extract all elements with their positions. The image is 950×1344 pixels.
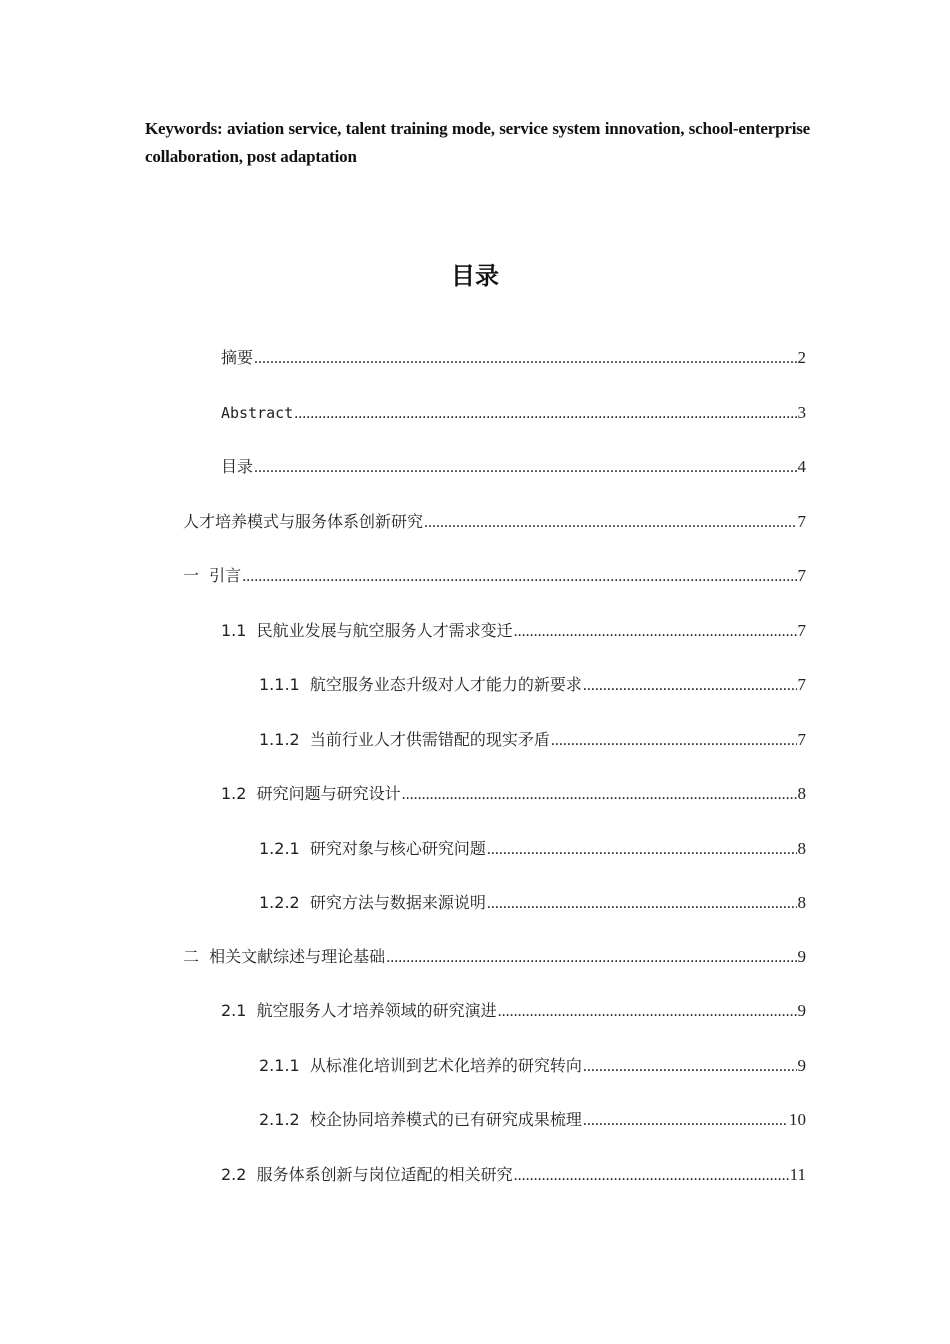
toc-entry-page: 7 — [797, 512, 806, 531]
toc-entry-page: 9 — [797, 1001, 806, 1020]
toc-entry-section-2-1-1[interactable] — [259, 1053, 806, 1079]
toc-entry-label: 二 相关文献综述与理论基础 — [183, 947, 386, 966]
toc-leader-dots — [254, 346, 796, 372]
toc-entry-section-1-2-2[interactable] — [259, 890, 806, 916]
toc-entry-page: 2 — [797, 348, 806, 367]
toc-entry-abstract-en[interactable] — [221, 400, 806, 426]
toc-entry-section-1-1[interactable] — [221, 618, 806, 644]
toc-leader-dots — [498, 999, 797, 1025]
toc-leader-dots — [386, 945, 796, 971]
toc-entry-label: 2.1.1 从标准化培训到艺术化培养的研究转向 — [259, 1056, 582, 1075]
toc-entry-page: 9 — [797, 1056, 806, 1075]
toc-entry-label: 摘要 — [221, 348, 254, 367]
toc-entry-section-1-1-2[interactable] — [259, 727, 806, 753]
toc-entry-label: 2.1.2 校企协同培养模式的已有研究成果梳理 — [259, 1110, 582, 1129]
toc-entry-title[interactable] — [183, 509, 806, 535]
toc-entry-contents[interactable] — [221, 454, 806, 480]
toc-entry-page: 7 — [797, 675, 806, 694]
toc-entry-section-2-1-2[interactable] — [259, 1107, 806, 1133]
toc-entry-abstract-cn[interactable] — [221, 345, 806, 371]
toc-entry-page: 10 — [789, 1110, 806, 1129]
toc-entry-page: 4 — [797, 457, 806, 476]
toc-entry-label: 1.2.2 研究方法与数据来源说明 — [259, 893, 486, 912]
toc-entry-chapter-2[interactable] — [183, 944, 806, 970]
toc-entry-page: 11 — [789, 1165, 806, 1184]
toc-entry-section-1-2[interactable] — [221, 781, 806, 807]
toc-leader-dots — [402, 782, 797, 808]
toc-entry-label: 1.1.2 当前行业人才供需错配的现实矛盾 — [259, 730, 550, 749]
toc-leader-dots — [294, 401, 796, 427]
toc-entry-label: 1.2.1 研究对象与核心研究问题 — [259, 839, 486, 858]
toc-entry-page: 7 — [797, 621, 806, 640]
toc-leader-dots — [514, 1163, 789, 1189]
toc-leader-dots — [254, 455, 796, 481]
toc-title: 目录 — [451, 262, 499, 290]
toc-leader-dots — [487, 837, 797, 863]
toc-entry-label: 1.1.1 航空服务业态升级对人才能力的新要求 — [259, 675, 582, 694]
toc-entry-page: 3 — [797, 403, 806, 422]
toc-entry-page: 9 — [797, 947, 806, 966]
toc-entry-page: 7 — [797, 730, 806, 749]
toc-entry-label: 一 引言 — [183, 566, 242, 585]
toc-entry-section-2-1[interactable] — [221, 998, 806, 1024]
toc-entry-page: 8 — [797, 839, 806, 858]
toc-entry-chapter-1[interactable] — [183, 563, 806, 589]
toc-leader-dots — [514, 619, 797, 645]
toc-entry-page: 7 — [797, 566, 806, 585]
toc-leader-dots — [583, 1054, 797, 1080]
toc-entry-label: 2.1 航空服务人才培养领域的研究演进 — [221, 1001, 497, 1020]
toc-entry-label: 2.2 服务体系创新与岗位适配的相关研究 — [221, 1165, 513, 1184]
toc-leader-dots — [551, 728, 797, 754]
toc-entry-label: 目录 — [221, 457, 254, 476]
toc-entry-section-1-1-1[interactable] — [259, 672, 806, 698]
toc-leader-dots — [487, 891, 797, 917]
toc-leader-dots — [583, 1108, 788, 1134]
toc-entry-page: 8 — [797, 784, 806, 803]
toc-leader-dots — [583, 673, 797, 699]
toc-entry-section-2-2[interactable] — [221, 1162, 806, 1188]
toc-entry-section-1-2-1[interactable] — [259, 836, 806, 862]
toc-entry-page: 8 — [797, 893, 806, 912]
toc-entry-label: Abstract — [221, 404, 294, 422]
keywords-paragraph: Keywords: aviation service, talent training mode, service system innovation, school-enterprise collaboration, post adaptation — [145, 119, 810, 166]
toc-leader-dots — [242, 564, 796, 590]
toc-entry-label: 人才培养模式与服务体系创新研究 — [183, 512, 424, 531]
toc-entry-label: 1.1 民航业发展与航空服务人才需求变迁 — [221, 621, 513, 640]
toc-leader-dots — [424, 510, 796, 536]
toc-entry-label: 1.2 研究问题与研究设计 — [221, 784, 401, 803]
